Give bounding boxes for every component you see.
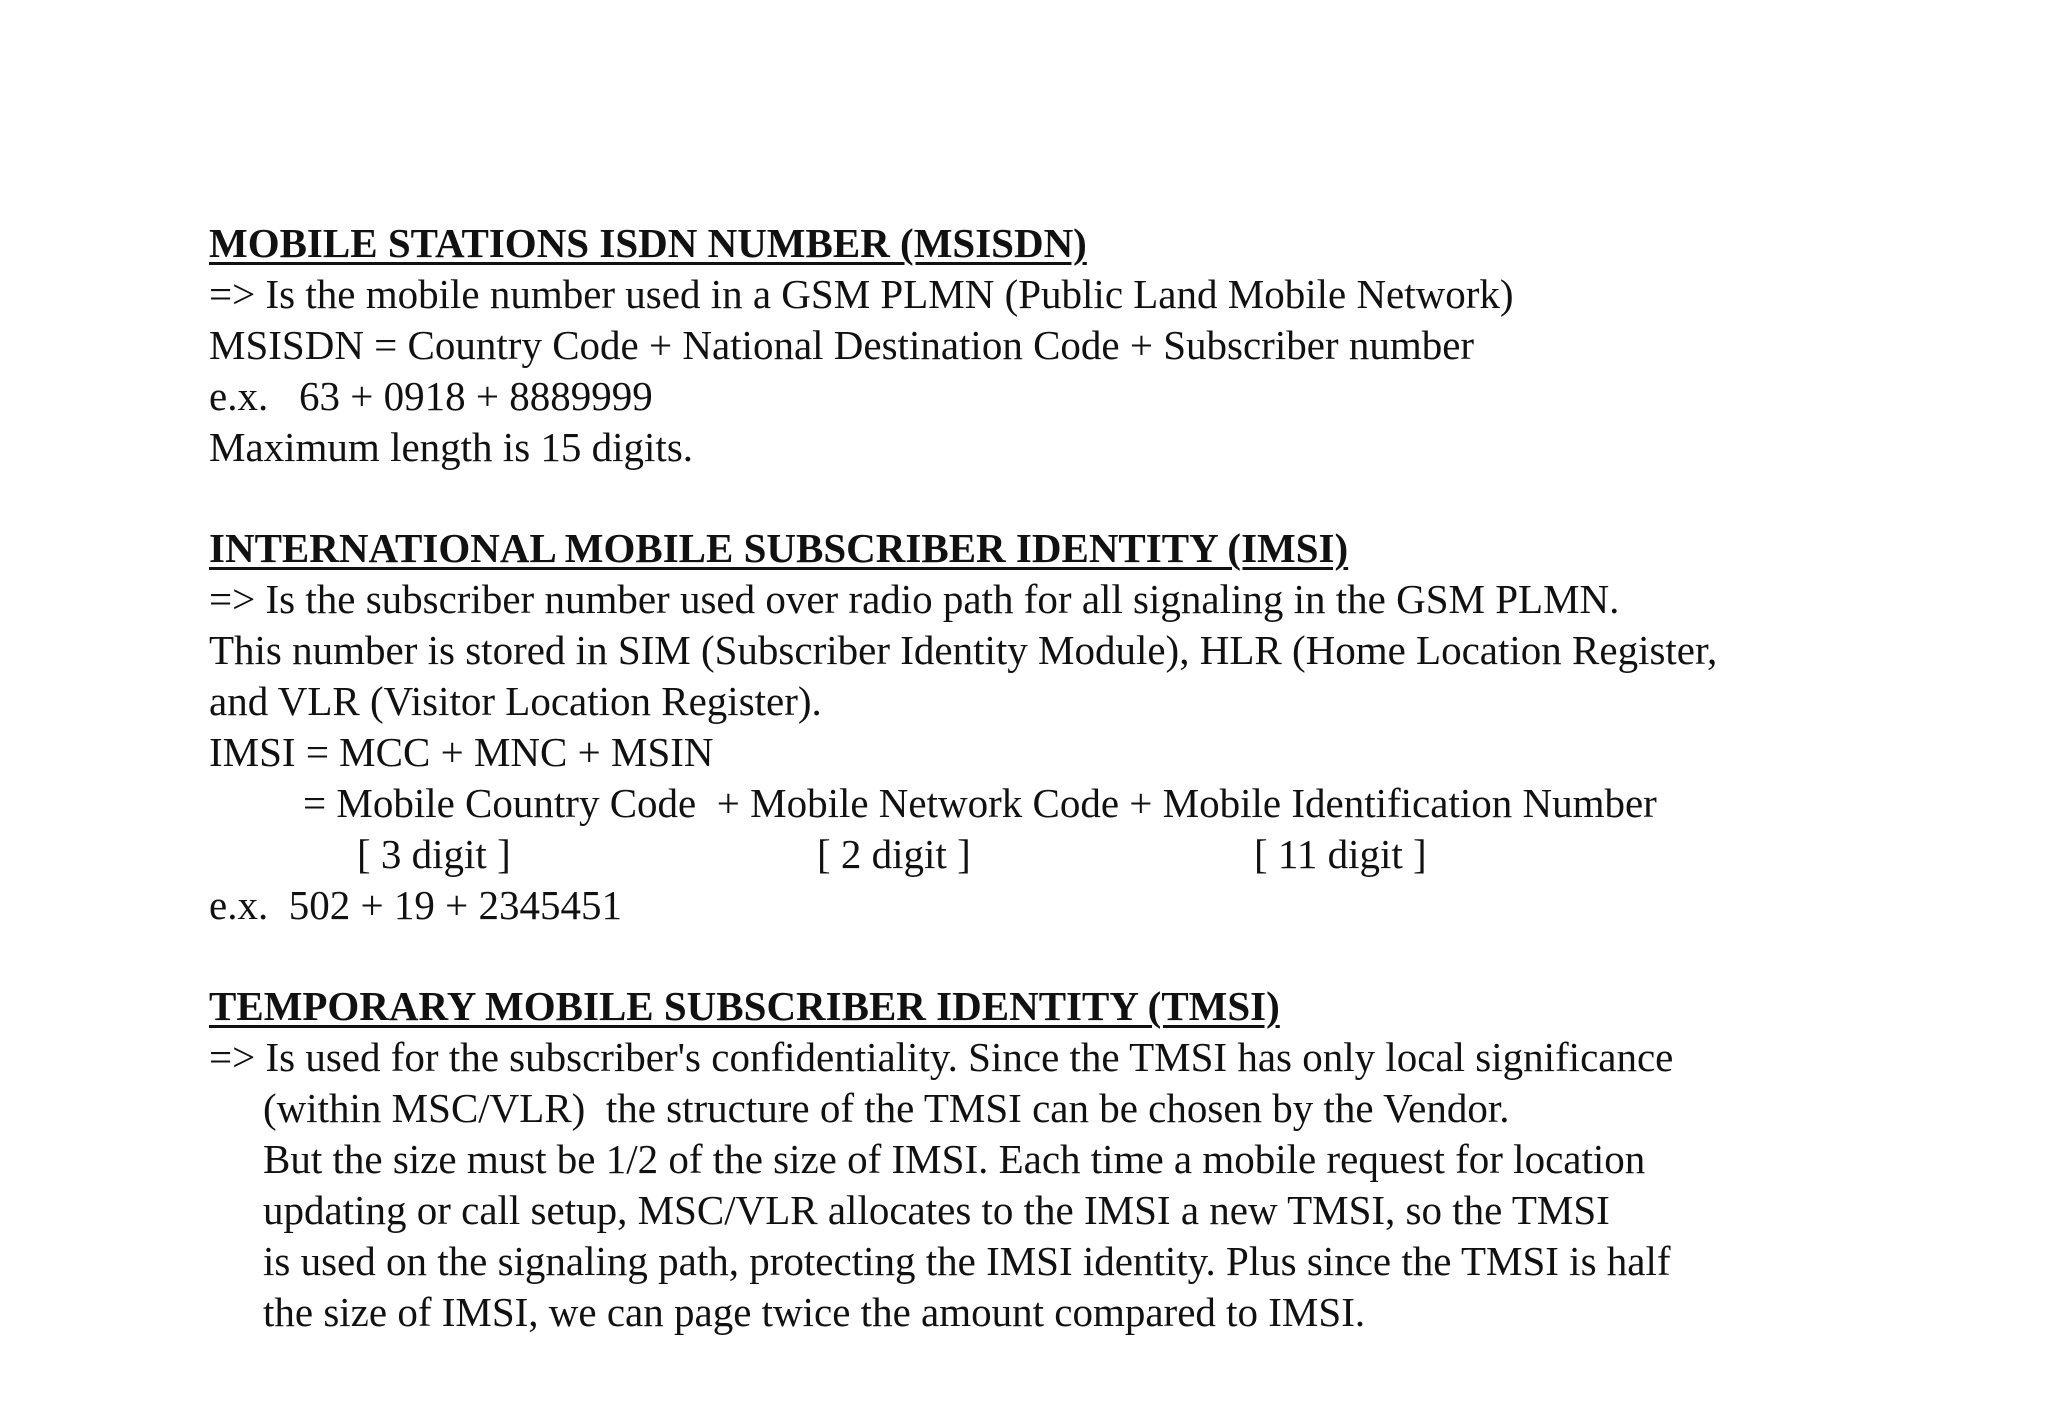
tmsi-text-line: But the size must be 1/2 of the size of IMSI. Each time a mobile request for location — [263, 1136, 1646, 1182]
imsi-example: e.x. 502 + 19 + 2345451 — [209, 882, 622, 928]
tmsi-text-line: (within MSC/VLR) the structure of the TMSI can be chosen by the Vendor. — [263, 1085, 1510, 1131]
imsi-formula-expansion: = Mobile Country Code + Mobile Network Code + Mobile Identification Number — [303, 780, 1657, 826]
tmsi-heading: TEMPORARY MOBILE SUBSCRIBER IDENTITY (TMSI) — [209, 983, 1280, 1029]
tmsi-text-line: is used on the signaling path, protecting the IMSI identity. Plus since the TMSI is half — [263, 1238, 1671, 1284]
tmsi-definition: => Is used for the subscriber's confidentiality. Since the TMSI has only local significance — [209, 1034, 1674, 1080]
msisdn-definition: => Is the mobile number used in a GSM PLMN (Public Land Mobile Network) — [209, 271, 1514, 317]
msin-digit-count: [ 11 digit ] — [1254, 831, 1427, 877]
imsi-storage-line-2: and VLR (Visitor Location Register). — [209, 678, 822, 724]
msisdn-heading: MOBILE STATIONS ISDN NUMBER (MSISDN) — [209, 220, 1087, 266]
imsi-heading: INTERNATIONAL MOBILE SUBSCRIBER IDENTITY (IMSI) — [209, 525, 1349, 571]
msisdn-formula: MSISDN = Country Code + National Destination Code + Subscriber number — [209, 322, 1475, 368]
tmsi-section — [209, 981, 2009, 1338]
msisdn-example: e.x. 63 + 0918 + 8889999 — [209, 373, 653, 419]
imsi-formula: IMSI = MCC + MNC + MSIN — [209, 729, 714, 775]
msisdn-max-length: Maximum length is 15 digits. — [209, 424, 694, 470]
imsi-definition: => Is the subscriber number used over radio path for all signaling in the GSM PLMN. — [209, 576, 1620, 622]
tmsi-text-line: the size of IMSI, we can page twice the amount compared to IMSI. — [263, 1289, 1366, 1335]
imsi-digit-counts — [209, 829, 2009, 880]
mcc-digit-count: [ 3 digit ] — [357, 831, 511, 877]
mnc-digit-count: [ 2 digit ] — [817, 831, 971, 877]
imsi-section — [209, 523, 2009, 931]
msisdn-section — [209, 218, 2009, 473]
tmsi-text-line: updating or call setup, MSC/VLR allocates to the IMSI a new TMSI, so the TMSI — [263, 1187, 1610, 1233]
imsi-storage-line-1: This number is stored in SIM (Subscriber Identity Module), HLR (Home Location Register, — [209, 627, 1718, 673]
